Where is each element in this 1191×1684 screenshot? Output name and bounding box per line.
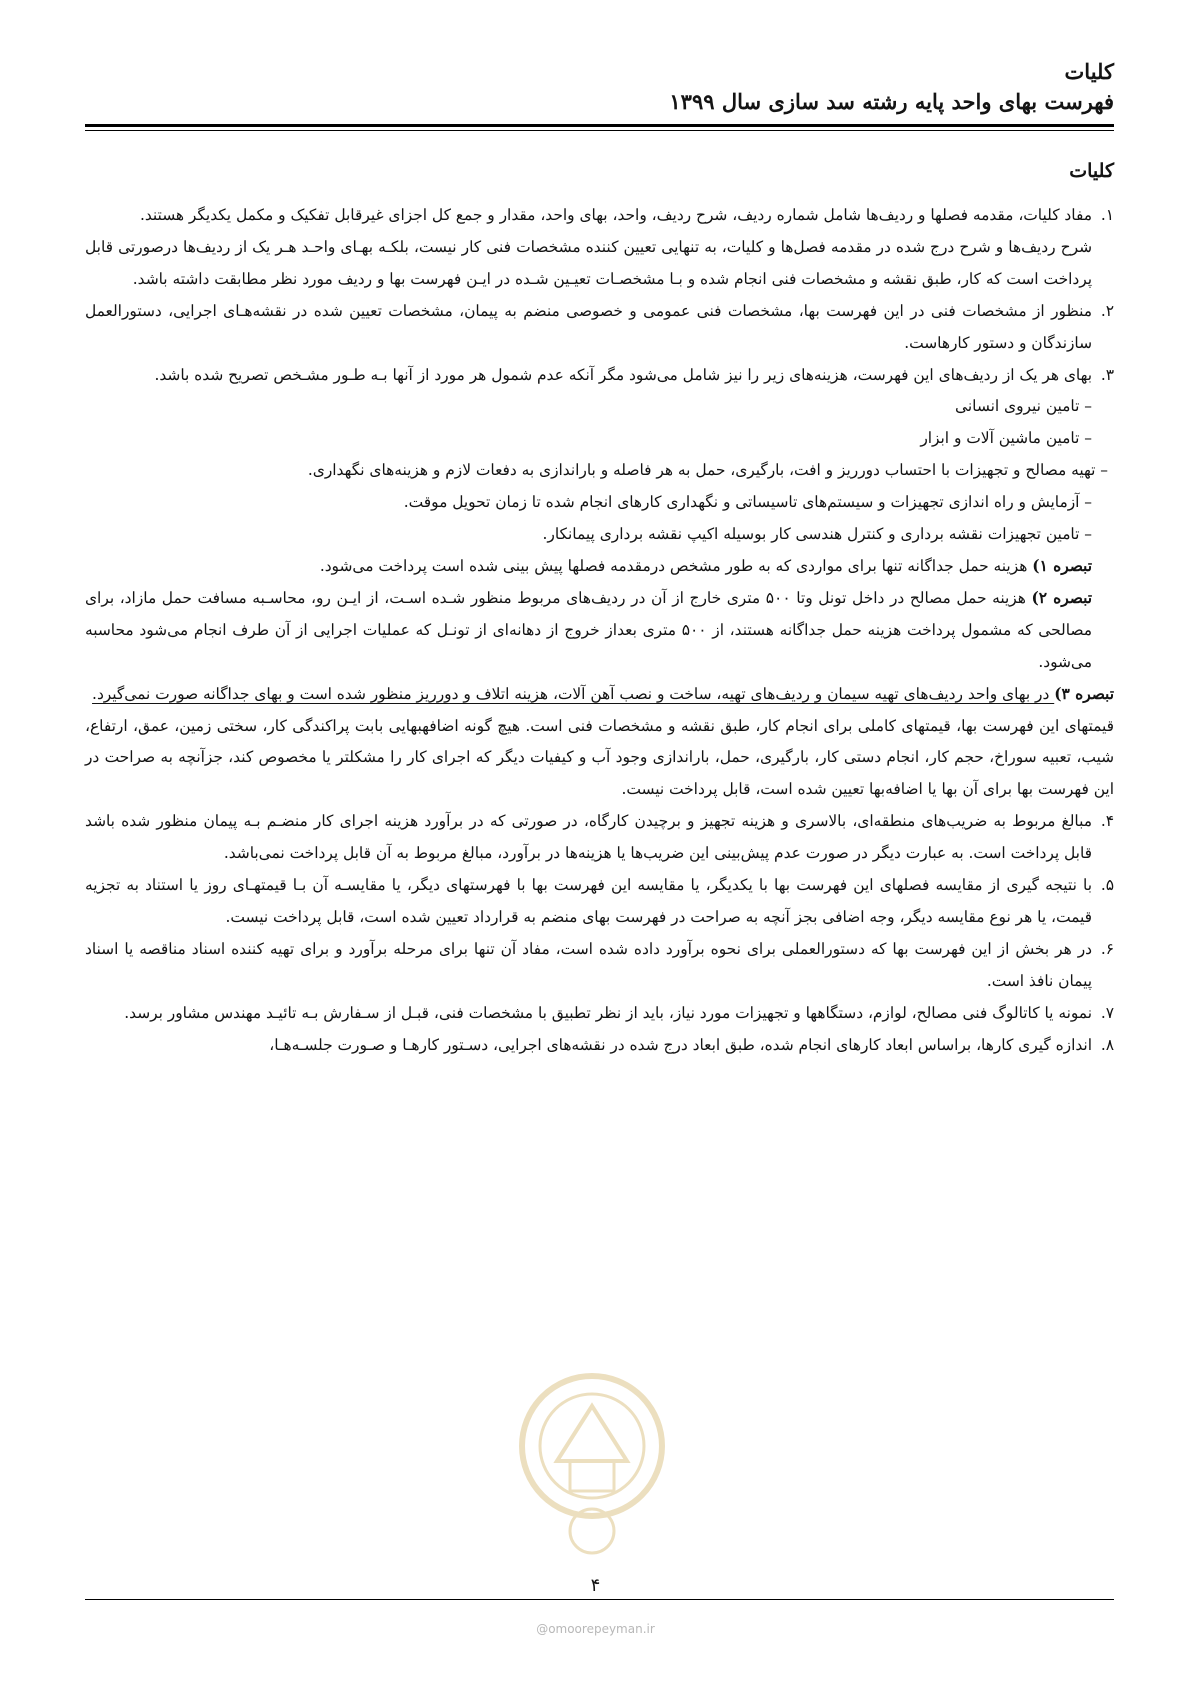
item-number: ۸.	[1100, 1035, 1114, 1054]
item-number: ۵.	[1100, 876, 1114, 895]
item-text: بهای هر یک از ردیف‌های این فهرست، هزینه‌های زیر را نیز شامل می‌شود مگر آنکه عدم شمول هر مورد از آنها بـه طـور مشـخص تصریح شده باشد.	[154, 365, 1092, 384]
item-text: مفاد کلیات، مقدمه فصلها و ردیف‌ها شامل شماره ردیف، شرح ردیف، واحد، بهای واحد، مقدار و جمع کل اجزای غیرقابل تفکیک و مکمل یکدیگر هستند.	[139, 206, 1092, 224]
prices-paragraph: قیمتهای این فهرست بها، قیمتهای کاملی برای انجام کار، طبق نقشه و مشخصات فنی است. هیچ گونه اضافهبهایی بابت پراکندگی کار، سختی زمین، عمق، ارتفاع، شیب، تعبیه سوراخ، حجم کار، انجام دستی کار، بارگیری، حمل، باراندازی وجود آب و کیفیات دیگر که اجرای کار را مشکلتر یا مخصوص کند، جزآنچه به صراحت در این فهرست بها برای آن بها یا اضافه‌بها تعیین شده است، قابل پرداخت نیست.	[85, 716, 1114, 799]
item-text: با نتیجه گیری از مقایسه فصلهای این فهرست بها با یکدیگر، یا مقایسه این فهرست بها با فهرستهای دیگر، یا مقایسـه آن بـا قیمتهـای روز یا استناد به تجزیه قیمت، یا هر نوع مقایسه دیگر، وجه اضافی بجز آنچه به صراحت در فهرست بهای منضم به قرارداد تعیین شده است، قابل پرداخت نیست.	[85, 876, 1092, 926]
item-number: ۶.	[1100, 939, 1114, 958]
item-number: ۳.	[1100, 365, 1114, 384]
list-item-2	[85, 296, 1114, 360]
list-item-7	[85, 998, 1114, 1030]
note-label: تبصره ۱)	[1032, 556, 1092, 575]
dash-item: – تامین نیروی انسانی	[955, 397, 1092, 416]
note-1	[85, 551, 1114, 583]
item-number: ۷.	[1100, 1003, 1114, 1022]
note-text: هزینه حمل مصالح در داخل تونل وتا ۵۰۰ متری خارج از آن در ردیف‌های مربوط منظور شـده اسـت، از ایـن رو، محاسـبه مسافت حمل مازاد، برای مصالحی که مشمول پرداخت هزینه حمل جداگانه هستند، از ۵۰۰ متری بعداز خروج از دهانه‌ای از تونـل که عملیات اجرایی از آن طرف انجام می‌شود محاسبه می‌شود.	[85, 588, 1092, 671]
document-body	[85, 200, 1114, 1061]
footer-url: @omoorepeyman.ir	[536, 1622, 655, 1636]
item-text: مبالغ مربوط به ضریب‌های منطقه‌ای، بالاسری و هزینه تجهیز و برچیدن کارگاه، در صورتی که در برآورد هزینه اجرای کار منضـم بـه پیمان منظور شده باشد قابل پرداخت است. به عبارت دیگر در صورت عدم پیش‌بینی این ضریب‌ها یا هزینه‌ها در برآورد، مبالغ مربوط به آن قابل پرداخت نمی‌باشد.	[85, 812, 1092, 863]
item-text: در هر بخش از این فهرست بها که دستورالعملی برای نحوه برآورد داده شده است، مفاد آن تنها برای مرحله برآورد و برای تهیه کننده اسناد مناقصه یا اسناد پیمان نافذ است.	[85, 939, 1092, 990]
note-label: تبصره ۳)	[1054, 684, 1114, 703]
item-number: ۲.	[1100, 301, 1114, 320]
list-item-1	[85, 200, 1114, 296]
dash-item: – تهیه مصالح و تجهیزات با احتساب دورریز و افت، بارگیری، حمل به هر فاصله و باراندازی به دفعات لازم و هزینه‌های نگهداری.	[307, 461, 1108, 480]
page-number: ۴	[590, 1575, 601, 1596]
note-3	[85, 679, 1114, 711]
dash-item: – تامین ماشین آلات و ابزار	[920, 429, 1092, 448]
item-number: ۴.	[1100, 812, 1114, 831]
header-rule-thick	[85, 124, 1114, 127]
note-text: هزینه حمل جداگانه تنها برای مواردی که به طور مشخص درمقدمه فصلها پیش بینی شده است پرداخت می‌شود.	[319, 556, 1033, 575]
item-text: اندازه گیری کارها، براساس ابعاد کارهای انجام شده، طبق ابعاد درج شده در نقشه‌های اجرایی، دسـتور کارهـا و صـورت جلسـه‌هـا،	[269, 1035, 1092, 1054]
page-header	[85, 57, 1114, 117]
watermark-logo-icon	[512, 1366, 672, 1566]
item-text: منظور از مشخصات فنی در این فهرست بها، مشخصات فنی عمومی و خصوصی منضم به پیمان، مشخصات تعیین شده در نقشه‌هـای اجرایی، دستورالعمل سازندگان و دستور کارهاست.	[85, 301, 1092, 352]
item-number: ۱.	[1100, 206, 1114, 224]
header-title: کلیات	[1064, 59, 1114, 84]
header-rule-thin	[85, 130, 1114, 131]
section-title: کلیات	[1069, 160, 1114, 182]
item-text: نمونه یا کاتالوگ فنی مصالح، لوازم، دستگاهها و تجهیزات مورد نیاز، باید از نظر تطبیق با مشخصات فنی، قبـل از سـفارش بـه تائیـد مهندس مشاور برسد.	[124, 1003, 1092, 1022]
dash-item: – آزمایش و راه اندازی تجهیزات و سیستم‌های تاسیساتی و نگهداری کارهای انجام شده تا زمان تحویل موقت.	[403, 493, 1092, 512]
note-2	[85, 583, 1114, 679]
note-text: در بهای واحد ردیف‌های تهیه سیمان و ردیف‌های تهیه، ساخت و نصب آهن آلات، هزینه اتلاف و دورریز منظور شده است و بهای جداگانه صورت نمی‌گیرد.	[92, 684, 1055, 703]
list-item-5	[85, 870, 1114, 934]
dash-item: – تامین تجهیزات نقشه برداری و کنترل هندسی کار بوسیله اکیپ نقشه برداری پیمانکار.	[542, 525, 1092, 544]
list-item-4	[85, 806, 1114, 870]
list-item-3	[85, 360, 1114, 392]
header-subtitle: فهرست بهای واحد پایه رشته سد سازی سال ۱۳۹۹	[669, 89, 1114, 114]
list-item-6	[85, 934, 1114, 998]
note-label: تبصره ۲)	[1031, 588, 1092, 607]
footer-rule	[85, 1599, 1114, 1600]
list-item-8	[85, 1030, 1114, 1062]
item-continuation: شرح ردیف‌ها و شرح درج شده در مقدمه فصل‌ها و کلیات، به تنهایی تعیین کننده مشخصات فنی کار نیست، بلکـه بهـای واحـد هـر یک از ردیف‌ها درصورتی قابل پرداخت است که کار، طبق نقشه و مشخصات فنی انجام شده و بـا مشخصـات تعیـین شـده در ایـن فهرست بها و ردیف مورد نظر مطابقت داشته باشد.	[85, 237, 1092, 288]
